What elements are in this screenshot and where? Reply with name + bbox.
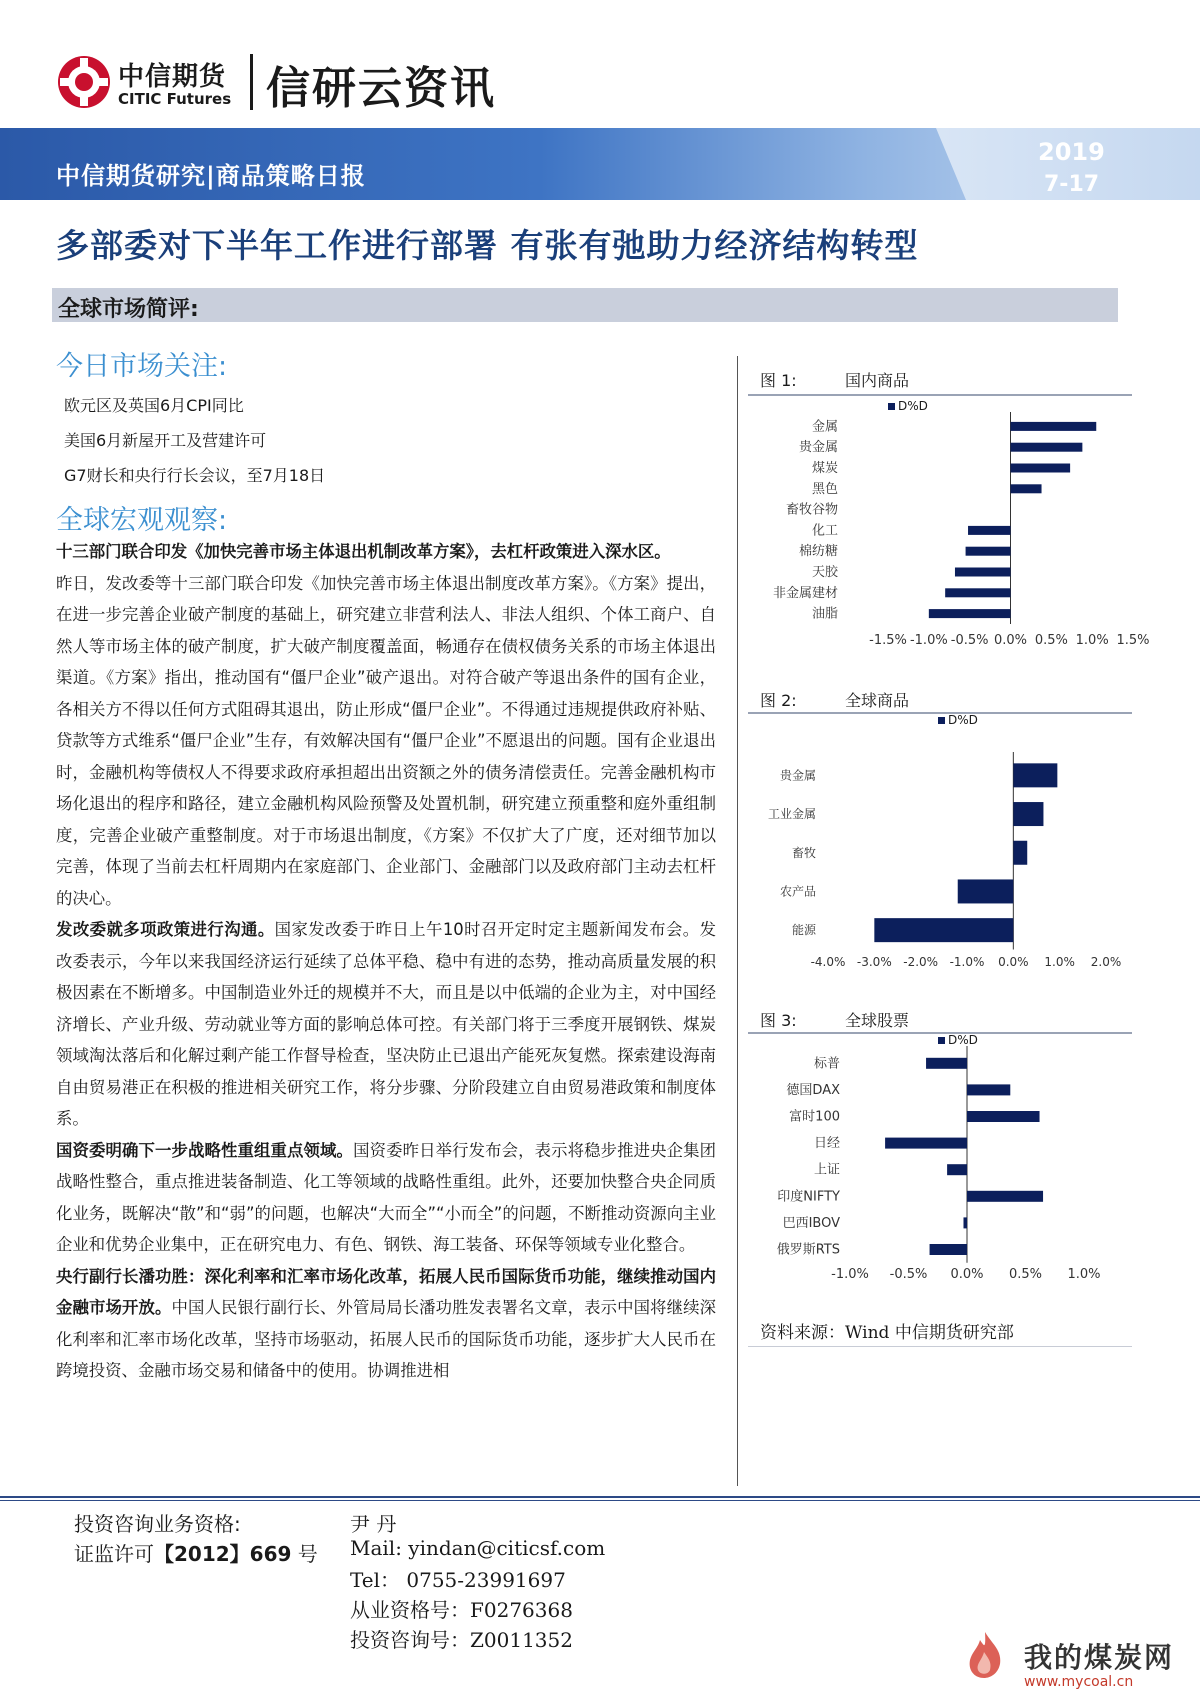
category-label: 黑色: [811, 481, 838, 497]
tick-label: -1.0%: [831, 1267, 869, 1282]
footer-rule-thin: [0, 1500, 1200, 1501]
article-body: [56, 536, 716, 1387]
global-commodities-chart: [748, 713, 1138, 976]
legend-label: D%D: [948, 1033, 978, 1047]
section-bar: [52, 288, 1118, 322]
tick-label: -0.5%: [950, 633, 989, 648]
tick-label: 0.0%: [993, 633, 1028, 648]
citic-logo-icon: [56, 54, 112, 110]
article-paragraph: [56, 1135, 716, 1261]
page-title: 多部委对下半年工作进行部署 有张有弛助力经济结构转型: [56, 226, 919, 265]
legend-label: D%D: [948, 713, 978, 727]
footer-rule: [0, 1496, 1200, 1498]
bar: [966, 547, 1011, 556]
cert-label: 从业资格号：: [350, 1598, 470, 1622]
tick-label: -1.0%: [909, 633, 948, 648]
bar: [967, 1084, 1010, 1095]
qualification-label: 投资咨询业务资格:: [74, 1512, 241, 1536]
tick-label: -0.5%: [889, 1267, 928, 1282]
global-equities-chart: [748, 1033, 1138, 1286]
paragraph-lead: 发改委就多项政策进行沟通。: [56, 920, 275, 939]
category-label: 天胶: [811, 565, 838, 580]
consult-label: 投资咨询号：: [350, 1628, 470, 1652]
category-label: 印度NIFTY: [777, 1189, 840, 1205]
figure-1-rule: [748, 394, 1132, 396]
bar: [945, 588, 1010, 597]
bar: [1011, 443, 1083, 452]
watermark-name: 我的煤炭网: [1024, 1641, 1175, 1674]
figure-1-title: 国内商品: [845, 371, 910, 390]
figure-3-label: 图 3:: [760, 1011, 797, 1030]
category-label: 畜牧谷物: [785, 502, 838, 518]
analyst-email[interactable]: Mail: yindan@citicsf.com: [350, 1536, 606, 1560]
bar: [1013, 802, 1043, 826]
category-label: 煤炭: [811, 461, 838, 476]
bar: [926, 1058, 967, 1069]
tick-label: 1.0%: [1075, 633, 1109, 648]
bar: [930, 1244, 967, 1255]
article-paragraph: [56, 914, 716, 1135]
brand-divider: [250, 54, 253, 110]
bar: [947, 1164, 967, 1175]
article-paragraph: [56, 1261, 716, 1387]
license-suffix: 号: [297, 1542, 318, 1566]
bar: [874, 918, 1013, 942]
consult-number: [350, 1624, 573, 1653]
paragraph-body: 国资委昨日举行发布会，表示将稳步推进央企集团战略性整合，重点推进装备制造、化工等领域的战略性重组。此外，还要加快整合央企同质化业务，既解决“散”和“弱”的问题，也解决“大而全”“小而全”的问题，不断推动资源向主业企业和优势企业集中，正在研究电力、有色、钢铁、海工装备、环保等领域专业化整合。: [56, 1140, 717, 1254]
bar: [885, 1138, 967, 1149]
bar: [963, 1217, 967, 1228]
paragraph-lead: 国资委明确下一步战略性重组重点领域。: [56, 1140, 354, 1160]
analyst-name: 尹 丹: [350, 1512, 397, 1536]
banner-label: 中信期货研究|商品策略日报: [56, 162, 366, 190]
section-title: 全球市场简评:: [58, 297, 199, 322]
license-year: 【2012】: [154, 1542, 250, 1566]
tick-label: -4.0%: [810, 955, 846, 969]
tick-label: 0.5%: [1034, 633, 1068, 648]
category-label: 农产品: [779, 884, 816, 899]
figure-3-title: 全球股票: [845, 1011, 910, 1030]
tick-label: -1.5%: [869, 633, 907, 648]
license-number: [74, 1538, 318, 1567]
paragraph-lead: 央行副行长潘功胜：深化利率和汇率市场化改革，拓展人民币国际货币功能，继续推动国内金融市场开放。: [56, 1266, 716, 1317]
paragraph-body: 昨日，发改委等十三部门联合印发《加快完善市场主体退出制度改革方案》。《方案》提出，在进一步完善企业破产制度的基础上，研究建立非营利法人、非法人组织、个体工商户、自然人等市场主体的破产制度，扩大破产制度覆盖面，畅通存在债权债务关系的市场主体退出渠道。《方案》指出，推动国有“僵尸企业”破产退出。对符合破产等退出条件的国有企业，各相关方不得以任何方式阻碍其退出，防止形成“僵尸企业”。不得通过违规提供政府补贴、贷款等方式维系“僵尸企业”生存，有效解决国有“僵尸企业”不愿退出的问题。国有企业退出时，金融机构等债权人不得要求政府承担超出出资额之外的债务清偿责任。完善金融机构市场化退出的程序和路径，建立金融机构风险预警及处置机制，研究建立预重整和庭外重组制度，完善企业破产重整制度。对于市场退出制度，《方案》不仅扩大了广度，还对细节加以完善，体现了当前去杠杆周期内在家庭部门、企业部门、金融部门以及政府部门主动去杠杆的决心。: [56, 573, 716, 908]
consult-value: Z0011352: [470, 1628, 573, 1652]
license-num: 669: [249, 1542, 292, 1566]
analyst-phone: Tel： 0755-23991697: [350, 1568, 566, 1592]
paragraph-body: 中国人民银行副行长、外管局局长潘功胜发表署名文章，表示中国将继续深化利率和汇率市场化改革，坚持市场驱动，拓展人民币的国际货币功能，逐步扩大人民币在跨境投资、金融市场交易和储备中的使用。协调推进相: [56, 1298, 717, 1380]
tick-label: 1.0%: [1044, 955, 1075, 969]
bar: [929, 609, 1011, 618]
focus-item: G7财长和央行行长会议，至7月18日: [64, 466, 326, 485]
category-label: 俄罗斯RTS: [776, 1242, 840, 1258]
flame-logo-icon: [962, 1630, 1008, 1680]
source-note: 资料来源：Wind 中信期货研究部: [760, 1323, 1014, 1343]
category-label: 富时100: [789, 1109, 840, 1125]
category-label: 日经: [813, 1136, 840, 1152]
cert-number: [350, 1594, 573, 1623]
domestic-commodities-chart: [748, 398, 1150, 650]
tick-label: -3.0%: [856, 955, 892, 969]
category-label: 工业金属: [767, 807, 816, 822]
category-label: 标普: [813, 1056, 840, 1072]
cert-value: F0276368: [470, 1598, 573, 1622]
source-rule: [748, 1346, 1132, 1347]
article-paragraph: [56, 536, 716, 914]
license-prefix: 证监许可: [74, 1542, 154, 1566]
figure-1-label: 图 1:: [760, 371, 797, 390]
brand-name-en: CITIC Futures: [118, 90, 232, 108]
paragraph-lead: 十三部门联合印发《加快完善市场主体退出机制改革方案》，去杠杆政策进入深水区。: [56, 542, 671, 561]
bar: [958, 879, 1014, 903]
report-date: 7-17: [1044, 172, 1100, 197]
bar: [955, 568, 1011, 577]
focus-item: 美国6月新屋开工及营建许可: [64, 431, 267, 450]
category-label: 非金属建材: [772, 585, 838, 601]
figure-2-rule: [748, 712, 1132, 714]
category-label: 上证: [813, 1162, 840, 1178]
category-label: 贵金属: [779, 768, 816, 783]
figure-3-rule: [748, 1032, 1132, 1034]
tick-label: 0.0%: [950, 1267, 984, 1282]
brand-title: 信研云资讯: [266, 63, 496, 114]
figure-2-label: 图 2:: [760, 691, 797, 710]
paragraph-body: 国家发改委于昨日上午10时召开定时定主题新闻发布会。发改委表示，今年以来我国经济运行延续了总体平稳、稳中有进的态势，推动高质量发展的积极因素在不断增多。中国制造业外迁的规模并不大，而且是以中低端的企业为主，对中国经济增长、产业升级、劳动就业等方面的影响总体可控。有关部门将于三季度开展钢铁、煤炭领域淘汰落后和化解过剩产能工作督导检查，坚决防止已退出产能死灰复燃。探索建设海南自由贸易港正在积极的推进相关研究工作，将分步骤、分阶段建立自由贸易港政策和制度体系。: [56, 920, 716, 1128]
tick-label: 1.5%: [1116, 633, 1150, 648]
legend-swatch: [938, 1037, 945, 1044]
bar: [1013, 763, 1057, 787]
category-label: 棉纺糖: [798, 544, 838, 560]
bar: [1011, 464, 1071, 473]
tick-label: -1.0%: [949, 955, 985, 969]
tick-label: 1.0%: [1067, 1267, 1101, 1282]
watermark-url: www.mycoal.cn: [1024, 1674, 1134, 1690]
bar: [1011, 422, 1097, 431]
legend-label: D%D: [898, 399, 928, 413]
tick-label: 2.0%: [1090, 955, 1122, 969]
figure-2-title: 全球商品: [845, 691, 910, 710]
category-label: 能源: [791, 923, 816, 938]
bar: [1011, 484, 1042, 493]
column-divider: [737, 356, 738, 1486]
category-label: 畜牧: [791, 845, 816, 860]
bar: [967, 1191, 1043, 1202]
bar: [968, 526, 1010, 535]
category-label: 金属: [811, 419, 838, 435]
brand-name-cn: 中信期货: [118, 62, 227, 92]
category-label: 巴西IBOV: [782, 1215, 840, 1231]
focus-item: 欧元区及英国6月CPI同比: [64, 396, 244, 415]
macro-title: 全球宏观观察:: [56, 505, 228, 536]
category-label: 德国DAX: [786, 1082, 840, 1098]
tick-label: -2.0%: [903, 955, 939, 969]
category-label: 油脂: [811, 606, 838, 622]
legend-swatch: [938, 717, 945, 724]
bar: [967, 1111, 1040, 1122]
bar: [1013, 841, 1027, 865]
tick-label: 0.0%: [998, 955, 1029, 969]
tick-label: 0.5%: [1008, 1267, 1043, 1282]
category-label: 化工: [811, 523, 838, 539]
focus-title: 今日市场关注:: [56, 351, 228, 382]
category-label: 贵金属: [798, 440, 838, 456]
report-year: 2019: [1038, 138, 1105, 166]
legend-swatch: [888, 403, 895, 410]
